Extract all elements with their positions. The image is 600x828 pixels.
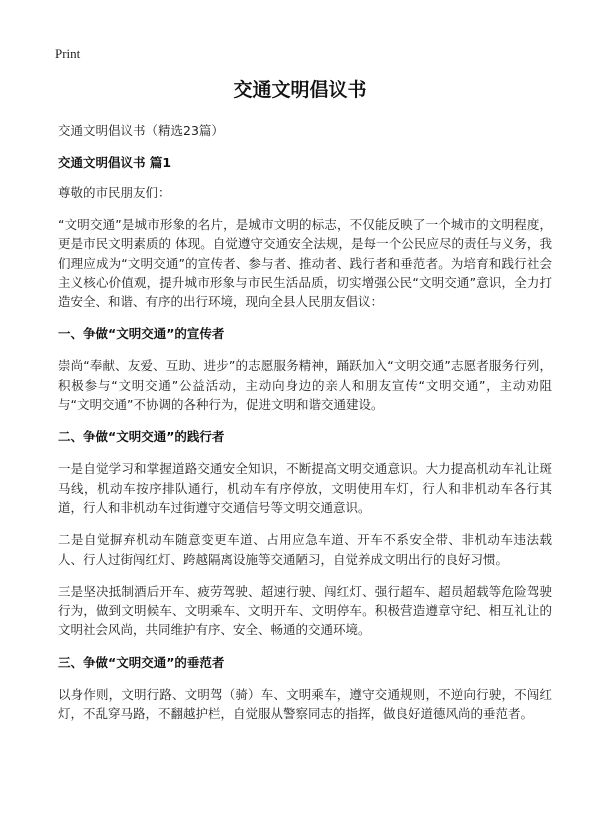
- section-2-paragraph-3: 三是坚决抵制酒后开车、疲劳驾驶、超速行驶、闯红灯、强行超车、超员超载等危险驾驶行为，做到文明候车、文明乘车、文明开车、文明停车。积极营造遵章守纪、相互礼让的文明社会风尚，共同维护有序、安全、畅通的交通环境。: [58, 583, 552, 638]
- section-1-heading: 一、争做“文明交通”的宣传者: [58, 326, 225, 342]
- greeting: 尊敬的市民朋友们：: [58, 185, 171, 200]
- section-1-paragraph: 崇尚“奉献、友爱、互助、进步”的志愿服务精神，踊跃加入“文明交通”志愿者服务行列，积极参与“文明交通”公益活动，主动向身边的亲人和朋友宣传“文明交通”，主动劝阻与“文明交通”不协调的各种行为，促进文明和谐交通建设。: [58, 358, 552, 413]
- intro-paragraph: “文明交通”是城市形象的名片，是城市文明的标志，不仅能反映了一个城市的文明程度，更是市民文明素质的 体现。自觉遵守交通安全法规，是每一个公民应尽的责任与义务，我们理应成为“文明交通”的宣传者、参与者、推动者、践行者和垂范者。为培育和践行社会主义核心价值观，提升城市形象与市民生活品质，切实增强公民“文明交通”意识，全力打造安全、和谐、有序的出行环境，现向全县人民朋友倡议：: [58, 217, 552, 310]
- document-body: [58, 121, 552, 723]
- section-2-heading: 二、争做“文明交通”的践行者: [58, 429, 225, 445]
- document-subtitle: 交通文明倡议书（精选23篇）: [58, 123, 224, 138]
- section-2-paragraph-2: 二是自觉摒弃机动车随意变更车道、占用应急车道、开车不系安全带、非机动车违法载人、行人过街闯红灯、跨越隔离设施等交通陋习，自觉养成文明出行的良好习惯。: [58, 532, 552, 567]
- section-2-paragraph-1: 一是自觉学习和掌握道路交通安全知识，不断提高文明交通意识。大力提高机动车礼让斑马线，机动车按序排队通行，机动车有序停放，文明使用车灯，行人和非机动车各行其道，行人和非机动车过街遵守交通信号等文明交通意识。: [58, 461, 552, 515]
- page-title: 交通文明倡议书: [233, 79, 367, 101]
- article-heading: 交通文明倡议书 篇1: [58, 155, 172, 170]
- print-link[interactable]: Print: [55, 46, 81, 61]
- section-3-paragraph: 以身作则，文明行路、文明驾（骑）车、文明乘车，遵守交通规则，不逆向行驶，不闯红灯，不乱穿马路，不翻越护栏，自觉服从警察同志的指挥，做良好道德风尚的垂范者。: [58, 686, 552, 722]
- section-3-heading: 三、争做“文明交通”的垂范者: [58, 654, 225, 670]
